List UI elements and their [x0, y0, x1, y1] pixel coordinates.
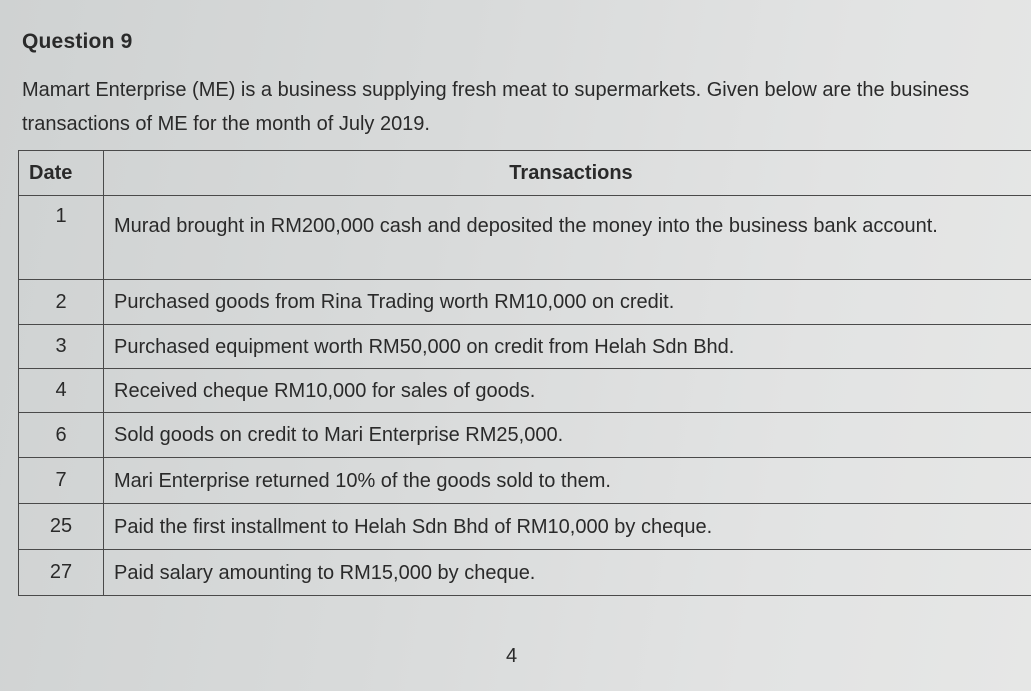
table-header-row [19, 151, 1031, 196]
row-transaction: Mari Enterprise returned 10% of the goods sold to them. [104, 458, 1031, 504]
transactions-table [18, 150, 1031, 596]
header-date: Date [19, 151, 104, 196]
header-transactions: Transactions [104, 151, 1031, 196]
table-row [19, 325, 1031, 369]
row-date: 7 [19, 458, 104, 504]
row-date: 4 [19, 369, 104, 413]
page-number: 4 [506, 645, 518, 667]
table-row [19, 413, 1031, 458]
row-date: 25 [19, 504, 104, 550]
row-date: 3 [19, 325, 104, 369]
row-date: 27 [19, 550, 104, 596]
row-transaction: Received cheque RM10,000 for sales of goods. [104, 369, 1031, 413]
row-date: 2 [19, 280, 104, 325]
table-row [19, 280, 1031, 325]
question-heading: Question 9 [22, 30, 133, 53]
table-row [19, 550, 1031, 596]
row-transaction: Sold goods on credit to Mari Enterprise RM25,000. [104, 413, 1031, 458]
row-date: 6 [19, 413, 104, 458]
table-row [19, 196, 1031, 280]
transactions-table-container [18, 150, 1031, 596]
row-date: 1 [19, 196, 104, 280]
row-transaction: Murad brought in RM200,000 cash and deposited the money into the business bank account. [104, 196, 1031, 280]
row-transaction: Paid salary amounting to RM15,000 by cheque. [104, 550, 1031, 596]
row-transaction: Purchased equipment worth RM50,000 on credit from Helah Sdn Bhd. [104, 325, 1031, 369]
table-row [19, 504, 1031, 550]
row-transaction: Purchased goods from Rina Trading worth RM10,000 on credit. [104, 280, 1031, 325]
table-row [19, 458, 1031, 504]
table-row [19, 369, 1031, 413]
row-transaction: Paid the first installment to Helah Sdn Bhd of RM10,000 by cheque. [104, 504, 1031, 550]
question-intro: Mamart Enterprise (ME) is a business supplying fresh meat to supermarkets. Given below are the business transactions of ME for the month of July 2019. [22, 79, 970, 135]
